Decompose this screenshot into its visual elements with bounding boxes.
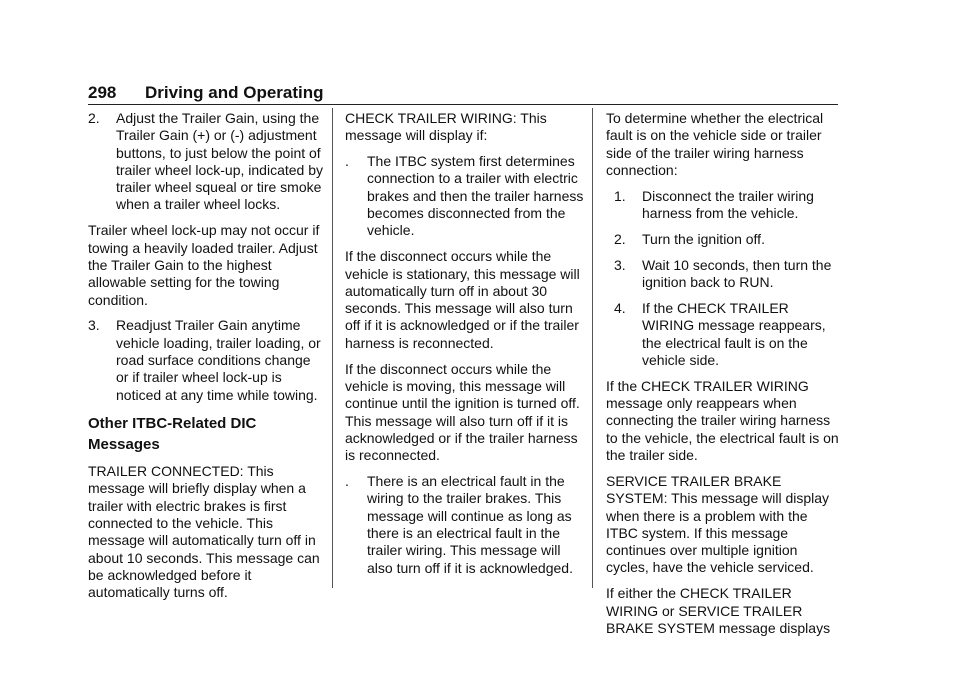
step-3 [88,317,324,403]
step-text: Readjust Trailer Gain anytime vehicle loading, trailer loading, or road surface conditions change or if trailer wheel lock-up is noticed at any time while towing. [116,317,321,403]
paragraph: CHECK TRAILER WIRING: This message will display if: [345,110,547,144]
section-title: Driving and Operating [145,83,324,102]
step-list [606,188,842,369]
step-note: Trailer wheel lock-up may not occur if towing a heavily loaded trailer. Adjust the Trailer Gain to the highest allowable setting for the towing condition. [88,222,320,308]
step-number: 3. [614,256,626,273]
step-1 [614,188,842,223]
paragraph: If either the CHECK TRAILER WIRING or SERVICE TRAILER BRAKE SYSTEM message displays [606,585,831,636]
paragraph: To determine whether the electrical fault is on the vehicle side or trailer side of the trailer wiring harness connection: [606,110,824,178]
step-2 [614,231,842,248]
step-text: Turn the ignition off. [642,230,765,247]
step-4 [614,300,842,369]
step-number: 2. [614,230,626,247]
page-number: 298 [88,83,117,102]
step-number: 3. [88,317,100,334]
bullet-item [345,473,585,577]
step-text: Wait 10 seconds, then turn the ignition back to RUN. [642,256,832,291]
bullet-mark: . [345,473,349,490]
step-3 [614,257,842,292]
step-text: If the CHECK TRAILER WIRING message reappears, the electrical fault is on the vehicle side. [642,300,826,368]
paragraph: SERVICE TRAILER BRAKE SYSTEM: This message will display when there is a problem with the ITBC system. If this message continues over multiple ignition cycles, have the vehicle serviced. [606,472,830,576]
paragraph: If the CHECK TRAILER WIRING message only reappears when connecting the trailer wiring harness to the vehicle, the electrical fault is on the trailer side. [606,377,839,464]
step-2 [88,110,324,214]
column-divider-right [592,108,593,588]
column-3 [606,110,842,646]
bullet-text: The ITBC system first determines connection to a trailer with electric brakes and then the trailer harness becomes disconnected from the vehicle. [367,153,584,239]
bullet-note: If the disconnect occurs while the vehicle is stationary, this message will automatically turn off in about 30 seconds. This message will also turn off if it is acknowledged or if the trailer harness is reconnected. [345,248,580,351]
step-number: 4. [614,300,626,317]
bullet-item [345,153,585,239]
bullet-mark: . [345,153,349,170]
page-header [88,82,838,105]
column-2 [345,110,585,585]
section-heading: Other ITBC-Related DIC Messages [88,414,257,453]
step-number: 1. [614,187,626,204]
bullet-note: If the disconnect occurs while the vehicle is moving, this message will continue until the ignition is turned off. This message will also turn off if it is acknowledged or if the trailer harness is reconnected. [345,360,580,464]
step-text: Adjust the Trailer Gain, using the Trailer Gain (+) or (-) adjustment buttons, to just below the point of trailer wheel lock-up, indicated by trailer wheel squeal or tire smoke when a trailer wheel locks. [116,110,323,213]
paragraph: TRAILER CONNECTED: This message will briefly display when a trailer with electric brakes is first connected to the vehicle. This message will automatically turn off in about 10 seconds. This message can be acknowledged before it automatically turns off. [88,463,320,601]
step-text: Disconnect the trailer wiring harness from the vehicle. [642,187,814,222]
bullet-text: There is an electrical fault in the wiring to the trailer brakes. This message will continue as long as there is an electrical fault in the trailer wiring. This message will also turn off if it is acknowledged. [367,473,573,576]
column-1 [88,110,324,610]
column-divider-left [332,108,333,588]
step-number: 2. [88,110,100,126]
